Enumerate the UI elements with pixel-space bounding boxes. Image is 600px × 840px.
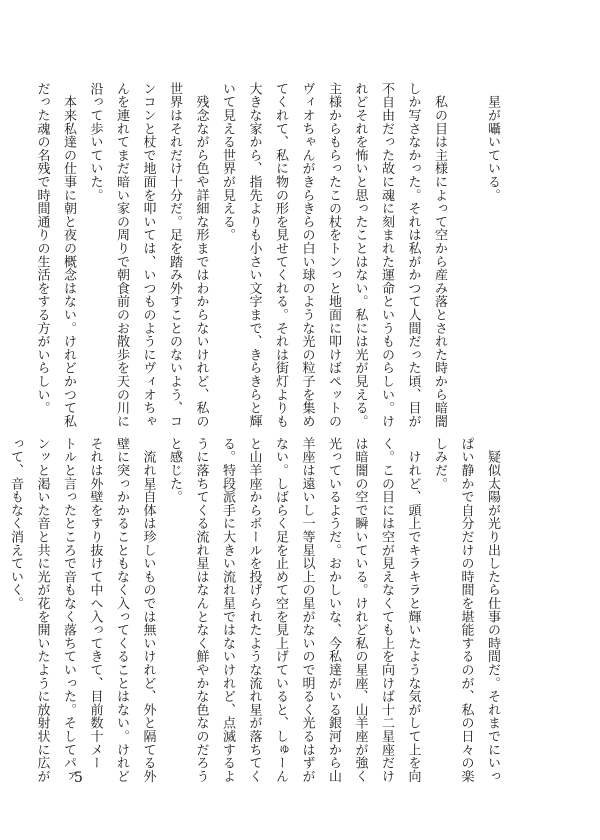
bottom-line: は暗闇の空で瞬いている。けれど私の星座、山羊座が強く bbox=[352, 437, 368, 783]
top-line: いて見える世界が見える。 bbox=[220, 82, 235, 242]
top-line: 不自由だった故に魂に刻まれた運命というものらしい。け bbox=[379, 82, 394, 428]
bottom-text-block bbox=[8, 437, 505, 783]
bottom-line: うに落ちてくる流れ星はなんとなく鮮やかな色なのだろう bbox=[193, 437, 209, 783]
top-line: 大きな家から、指先よりも小さい文字まで、きらきらと輝 bbox=[246, 82, 262, 428]
top-line: てくれて、私に物の形を見せてくれる。それは街灯よりも bbox=[273, 82, 288, 428]
top-line: ンコンと杖で地面を叩いては、いつものようにヴィオちゃ bbox=[140, 82, 156, 428]
bottom-line: けれど、頭上でキラキラと輝いたような気がして上を向 bbox=[405, 437, 421, 783]
bottom-line: しみだ。 bbox=[432, 437, 447, 491]
top-line: 星が囁いている。 bbox=[485, 82, 500, 202]
top-line: 私の目は主様によって空から産み落とされた時から暗闇 bbox=[432, 82, 447, 428]
bottom-line: る。特段派手に大きい流れ星ではないけれど、点滅するよ bbox=[220, 437, 235, 783]
bottom-line: ンッと渇いた音と共に光が花を開いたように放射状に広が bbox=[34, 437, 50, 783]
bottom-line: トルと言ったところで音もなく落ちていった。そしてパァ bbox=[61, 437, 76, 783]
top-text-block bbox=[34, 82, 505, 428]
bottom-line: って、音もなく消えていく。 bbox=[8, 437, 23, 610]
top-line: 残念ながら色や詳細な形まではわからないけれど、私の bbox=[193, 82, 209, 428]
page-number: 5 bbox=[74, 770, 83, 786]
top-line: ヴィオちゃんがきらきらの白い球のような光の粒子を集め bbox=[299, 82, 315, 428]
bottom-line: と感じた。 bbox=[167, 437, 182, 504]
top-line: 沿って歩いていた。 bbox=[87, 82, 103, 202]
bottom-line: と山羊座からボールを投げられたような流れ星が落ちてく bbox=[246, 437, 262, 783]
bottom-line: 流れ星自体は珍しいものでは無いけれど、外と隔てる外 bbox=[140, 437, 156, 783]
top-line: れどそれを怖いと思ったことはない。私には光が見える。 bbox=[352, 82, 368, 428]
bottom-line: 疑似太陽が光り出したら仕事の時間だ。それまでにいっ bbox=[485, 437, 500, 783]
bottom-line: ない。しばらく足を止めて空を見上げていると、しゅーん bbox=[273, 437, 288, 783]
bottom-line: く。この目には空が見えなくても上を向けば十二星座だけ bbox=[379, 437, 394, 783]
bottom-line: それは外壁をすり抜けて中へ入ってきて、目前数十メー bbox=[87, 437, 103, 770]
top-line: しか写さなかった。それは私がかつて人間だった頃、目が bbox=[405, 82, 421, 428]
top-line bbox=[452, 82, 479, 404]
top-line: 本来私達の仕事に朝と夜の概念はない。けれどかつて私 bbox=[61, 82, 76, 428]
top-line: 主様からもらったこの杖をトンっと地面に叩けばペットの bbox=[326, 82, 341, 428]
bottom-line: 壁に突っかかることもなく入ってくることはない。けれど bbox=[114, 437, 129, 783]
bottom-line: 羊座は遠いし一等星以上の星がないので明るく光るはずが bbox=[299, 437, 315, 783]
bottom-line: ぱい静かで自分だけの時間を堪能するのが、私の日々の楽 bbox=[458, 437, 474, 783]
bottom-line: 光っているようだ。おかしいな、今私達がいる銀河から山 bbox=[326, 437, 341, 783]
top-line: んを連れてまだ暗い家の周りで朝食前のお散歩を天の川に bbox=[114, 82, 129, 428]
top-line: だった魂の名残で時間通りの生活をする方がいらしい。 bbox=[34, 82, 50, 415]
top-line: 世界はそれだけ十分だ。足を踏み外すことのないよう、コ bbox=[167, 82, 182, 428]
